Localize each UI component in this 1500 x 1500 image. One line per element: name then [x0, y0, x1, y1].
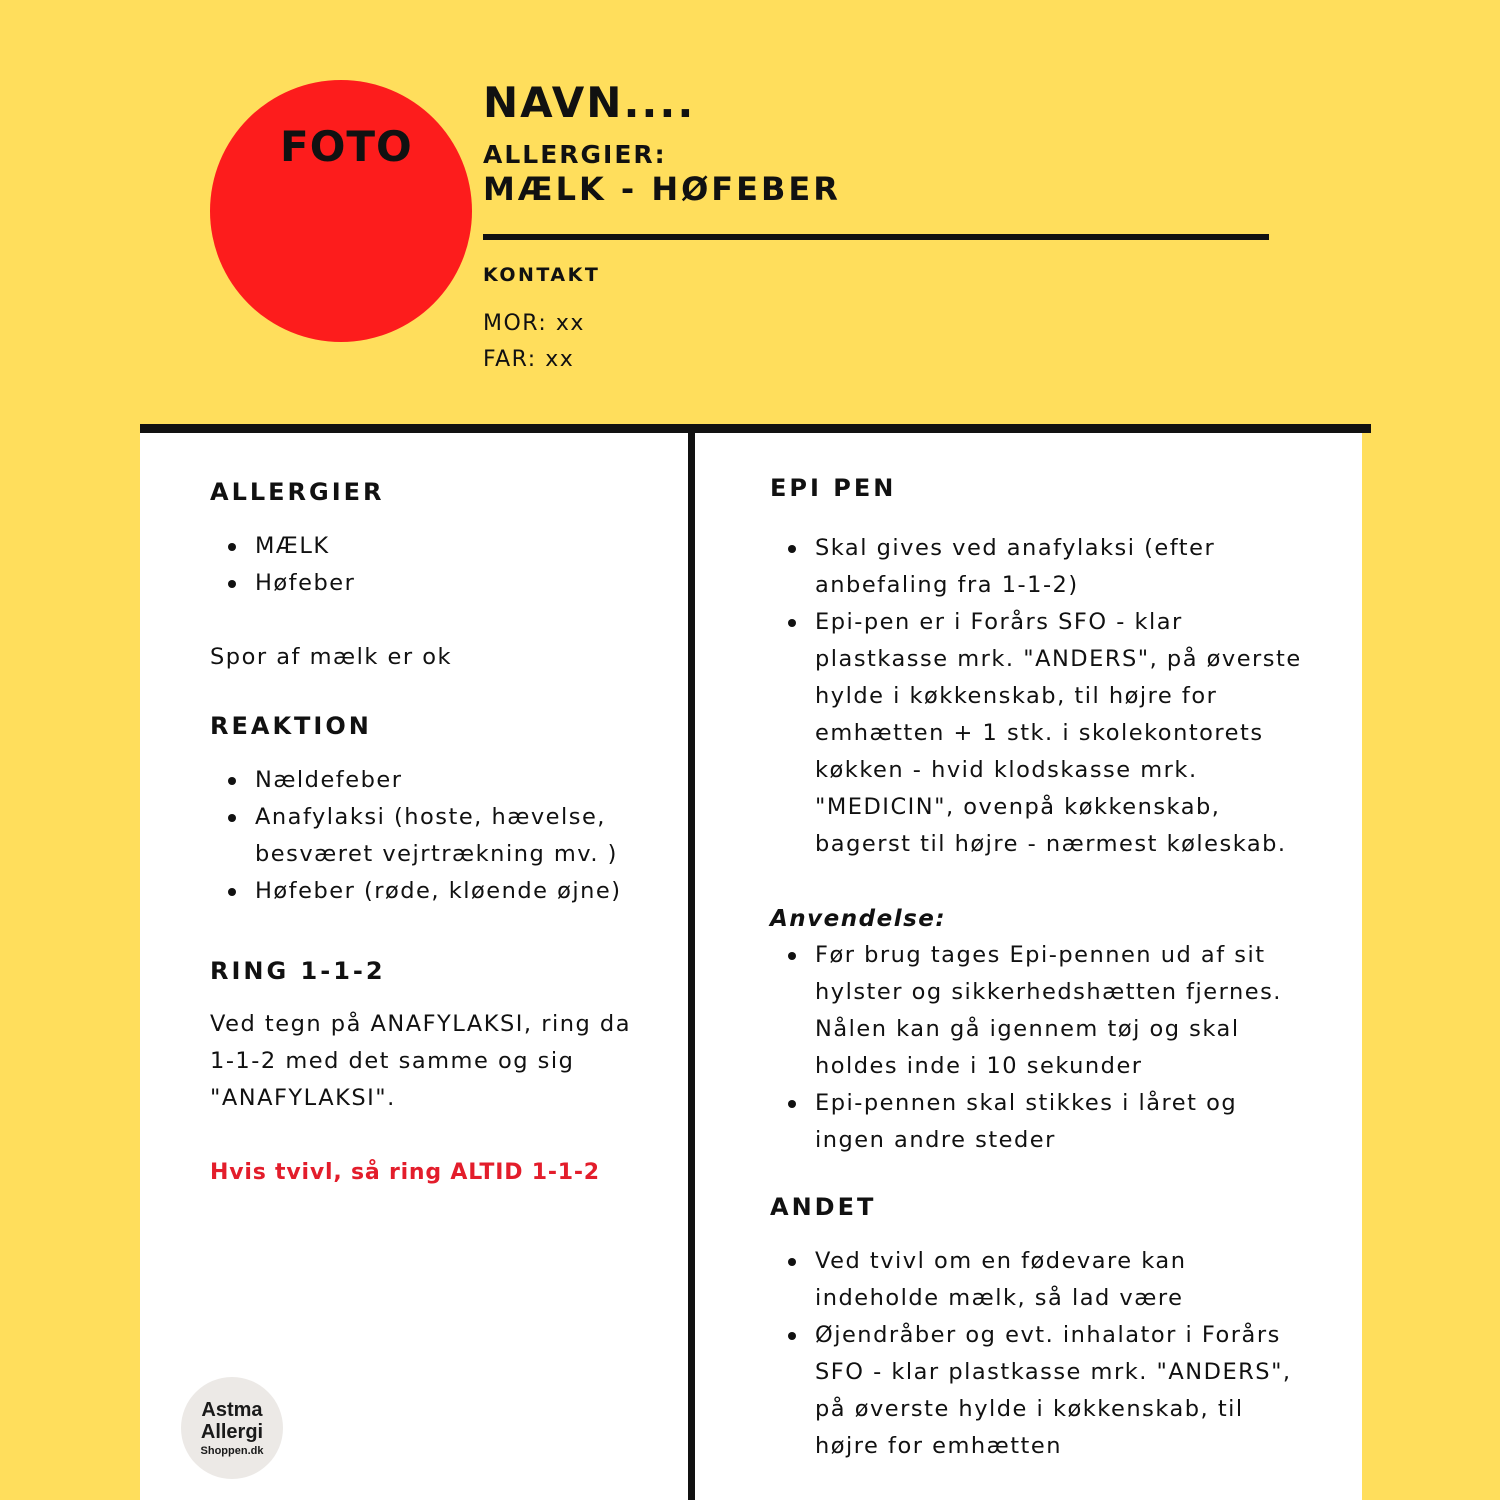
list-item: Epi-pen er i Forårs SFO - klar plastkasse mrk. "ANDERS", på øverste hylde i køkkenskab, til højre for emhætten + 1 stk. i skolekontorets køkken - hvid klodskasse mrk. "MEDICIN", ovenpå køkkenskab, bagerst til højre - nærmest køleskab. [770, 604, 1310, 863]
left-column [210, 470, 650, 1191]
allergies-heading: ALLERGIER [210, 478, 385, 506]
reaction-heading: REAKTION [210, 712, 372, 740]
list-item: MÆLK [210, 528, 650, 565]
reaction-list [210, 762, 650, 910]
contact-father: FAR: xx [483, 347, 575, 372]
list-item: Øjendråber og evt. inhalator i Forårs SFO - klar plastkasse mrk. "ANDERS", på øverste hylde i køkkenskab, til højre for emhætten [770, 1317, 1310, 1465]
column-divider [688, 424, 695, 1500]
list-item: Anafylaksi (hoste, hævelse, besværet vejrtrækning mv. ) [210, 799, 650, 873]
list-item: Før brug tages Epi-pennen ud af sit hylster og sikkerhedshætten fjernes. Nålen kan gå igennem tøj og skal holdes inde i 10 sekunder [770, 937, 1310, 1085]
logo-text: Allergi [200, 1421, 264, 1443]
right-column [770, 470, 1310, 1465]
logo-text: Astma [201, 1399, 263, 1421]
photo-label: FOTO [280, 122, 413, 171]
contact-mother: MOR: xx [483, 311, 585, 336]
list-item: Epi-pennen skal stikkes i låret og ingen andre steder [770, 1085, 1310, 1159]
call-heading: RING 1-1-2 [210, 957, 386, 985]
other-heading: ANDET [770, 1193, 877, 1221]
list-item: Ved tvivl om en fødevare kan indeholde mælk, så lad være [770, 1243, 1310, 1317]
card-top-border [140, 424, 1371, 433]
other-list [770, 1243, 1310, 1465]
header-divider [483, 234, 1269, 240]
contact-heading: KONTAKT [483, 264, 601, 286]
list-item: Høfeber [210, 565, 650, 602]
epipen-list [770, 530, 1310, 863]
call-instructions: Ved tegn på ANAFYLAKSI, ring da 1-1-2 med det samme og sig "ANAFYLAKSI". [210, 1011, 631, 1111]
header-allergies-value: MÆLK - HØFEBER [483, 170, 841, 208]
allergies-list [210, 528, 650, 602]
epipen-heading: EPI PEN [770, 474, 897, 502]
usage-heading: Anvendelse: [770, 906, 947, 932]
allergies-note: Spor af mælk er ok [210, 644, 453, 670]
name-title: NAVN.... [483, 78, 696, 127]
list-item: Skal gives ved anafylaksi (efter anbefaling fra 1-1-2) [770, 530, 1310, 604]
call-warning: Hvis tvivl, så ring ALTID 1-1-2 [210, 1160, 600, 1185]
header-allergies-label: ALLERGIER: [483, 140, 667, 169]
photo-placeholder-circle [210, 80, 472, 342]
list-item: Høfeber (røde, kløende øjne) [210, 873, 650, 910]
logo-text: Shoppen.dk [200, 1445, 264, 1457]
usage-list [770, 937, 1310, 1159]
list-item: Nældefeber [210, 762, 650, 799]
astma-allergi-logo [181, 1377, 283, 1479]
